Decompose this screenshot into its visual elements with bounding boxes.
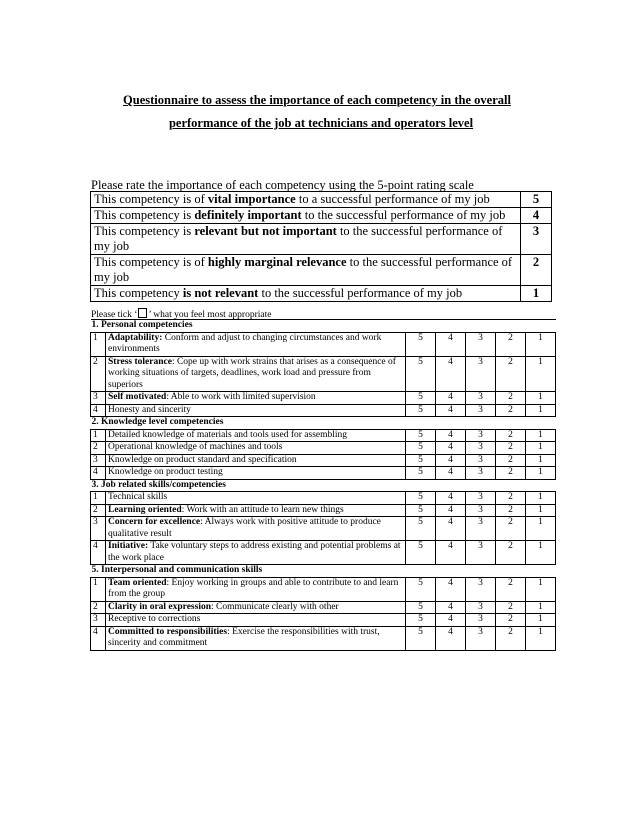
rating-option-3[interactable]: 3: [466, 577, 496, 601]
rating-option-2[interactable]: 2: [496, 601, 526, 614]
competency-description: [106, 467, 406, 480]
document-title-line-1: Questionnaire to assess the importance of each competency in the overall: [123, 93, 511, 107]
scale-text-post: to the successful performance of my job: [94, 255, 513, 284]
competency-text: Technical skills: [108, 492, 168, 502]
item-index: 3: [91, 517, 106, 541]
competency-label: Initiative:: [108, 541, 149, 551]
competency-text: : Cope up with work strains that arises as a consequence of working situations of targets, deadlines, work load and pressure from superiors: [108, 356, 396, 390]
rating-option-2[interactable]: 2: [496, 332, 526, 356]
rating-option-4[interactable]: 4: [436, 541, 466, 565]
rating-option-4[interactable]: 4: [436, 404, 466, 417]
competency-label: Committed to responsibilities: [108, 626, 228, 637]
item-index: 1: [91, 429, 106, 442]
rating-option-5[interactable]: 5: [406, 601, 436, 614]
competency-text: : Exercise the responsibilities with trust, sincerity and commitment: [108, 626, 380, 648]
competency-row: [91, 577, 556, 601]
rating-option-4[interactable]: 4: [436, 577, 466, 601]
competency-row: [91, 442, 556, 455]
item-index: 4: [91, 467, 106, 480]
competency-text: : Able to work with limited supervision: [166, 392, 316, 402]
rating-option-2[interactable]: 2: [496, 614, 526, 627]
competency-text: Conform and adjust to changing circumstances and work environments: [108, 332, 382, 354]
item-index: 4: [91, 626, 106, 650]
rating-option-3[interactable]: 3: [466, 504, 496, 517]
rating-option-4[interactable]: 4: [436, 429, 466, 442]
competency-description: [106, 332, 406, 356]
rating-option-2[interactable]: 2: [496, 467, 526, 480]
rating-option-1[interactable]: 1: [526, 429, 556, 442]
section-header: [91, 479, 556, 492]
rating-option-3[interactable]: 3: [466, 454, 496, 467]
rating-option-1[interactable]: 1: [526, 467, 556, 480]
scale-text-bold: definitely important: [194, 208, 302, 222]
competency-text: Operational knowledge of machines and tools: [108, 442, 283, 452]
competency-label: Clarity in oral expression: [108, 601, 212, 612]
item-index: 2: [91, 601, 106, 614]
item-index: 3: [91, 392, 106, 405]
rating-option-2[interactable]: 2: [496, 492, 526, 505]
tick-instruction-post: ’ what you feel most appropriate: [148, 310, 272, 320]
scale-value: 1: [521, 286, 552, 302]
rating-option-4[interactable]: 4: [436, 467, 466, 480]
rating-option-1[interactable]: 1: [526, 626, 556, 650]
competency-text: Knowledge on product testing: [108, 467, 223, 477]
competency-row: [91, 332, 556, 356]
rating-option-5[interactable]: 5: [406, 454, 436, 467]
scale-text-pre: This competency is: [94, 224, 195, 238]
rating-option-1[interactable]: 1: [526, 614, 556, 627]
competency-description: [106, 541, 406, 565]
rating-option-3[interactable]: 3: [466, 429, 496, 442]
rating-option-3[interactable]: 3: [466, 404, 496, 417]
competency-label: Concern for excellence: [108, 517, 201, 527]
section-number: 5.: [91, 565, 101, 575]
section-header: [91, 417, 556, 430]
scale-text-pre: This competency is of: [94, 192, 208, 206]
rating-option-3[interactable]: 3: [466, 601, 496, 614]
scale-text-bold: relevant but not important: [194, 224, 337, 238]
rating-option-4[interactable]: 4: [436, 504, 466, 517]
scale-text-bold: is not relevant: [182, 286, 259, 300]
scale-text-pre: This competency: [94, 286, 183, 300]
rating-instructions: Please rate the importance of each competency using the 5-point rating scale: [91, 178, 474, 192]
competency-text: : Communicate clearly with other: [211, 601, 339, 612]
competency-description: [106, 442, 406, 455]
competency-description: [106, 392, 406, 405]
rating-option-2[interactable]: 2: [496, 429, 526, 442]
rating-option-1[interactable]: 1: [526, 356, 556, 392]
section-number: 1.: [91, 320, 101, 330]
competency-row: [91, 504, 556, 517]
competency-row: [91, 392, 556, 405]
rating-option-3[interactable]: 3: [466, 517, 496, 541]
competency-description: [106, 601, 406, 614]
rating-option-4[interactable]: 4: [436, 626, 466, 650]
rating-option-1[interactable]: 1: [526, 517, 556, 541]
item-index: 2: [91, 442, 106, 455]
rating-option-4[interactable]: 4: [436, 601, 466, 614]
rating-option-4[interactable]: 4: [436, 392, 466, 405]
item-index: 2: [91, 356, 106, 392]
competency-text: Knowledge on product standard and specification: [108, 454, 297, 465]
section-header-row: [91, 479, 556, 492]
scale-description: [91, 286, 521, 302]
rating-option-5[interactable]: 5: [406, 467, 436, 480]
rating-option-5[interactable]: 5: [406, 541, 436, 565]
rating-option-1[interactable]: 1: [526, 504, 556, 517]
rating-option-3[interactable]: 3: [466, 467, 496, 480]
scale-row: [91, 224, 552, 255]
checkbox-glyph-icon: [138, 308, 147, 318]
item-index: 2: [91, 504, 106, 517]
scale-row: [91, 208, 552, 224]
competency-row: [91, 429, 556, 442]
scale-text-post: to a successful performance of my job: [295, 192, 490, 206]
scale-text-bold: highly marginal relevance: [207, 255, 347, 269]
rating-option-1[interactable]: 1: [526, 332, 556, 356]
rating-option-4[interactable]: 4: [436, 442, 466, 455]
competency-description: [106, 577, 406, 601]
section-header-row: [91, 565, 556, 578]
competency-label: Adaptability:: [108, 332, 163, 343]
rating-option-2[interactable]: 2: [496, 541, 526, 565]
competency-text: : Enjoy working in groups and able to contribute to and learn from the group: [108, 577, 399, 599]
rating-option-3[interactable]: 3: [466, 442, 496, 455]
section-number: 3.: [91, 479, 101, 490]
section-name: Interpersonal and communication skills: [101, 565, 263, 575]
competency-row: [91, 601, 556, 614]
rating-option-5[interactable]: 5: [406, 356, 436, 392]
section-header: [91, 320, 556, 333]
rating-option-3[interactable]: 3: [466, 356, 496, 392]
competency-row: [91, 541, 556, 565]
competency-row: [91, 492, 556, 505]
competency-description: [106, 626, 406, 650]
competency-row: [91, 614, 556, 627]
scale-value: 2: [521, 255, 552, 286]
rating-option-4[interactable]: 4: [436, 332, 466, 356]
rating-option-5[interactable]: 5: [406, 332, 436, 356]
competency-row: [91, 356, 556, 392]
rating-option-5[interactable]: 5: [406, 492, 436, 505]
rating-option-1[interactable]: 1: [526, 492, 556, 505]
scale-description: [91, 192, 521, 208]
rating-option-2[interactable]: 2: [496, 442, 526, 455]
section-name: Knowledge level competencies: [101, 417, 224, 427]
rating-option-2[interactable]: 2: [496, 517, 526, 541]
competency-description: [106, 454, 406, 467]
competency-text: : Always work with positive attitude to produce qualitative result: [108, 517, 381, 539]
competency-description: [106, 504, 406, 517]
section-header-row: [91, 417, 556, 430]
scale-description: [91, 208, 521, 224]
competency-questionnaire-table: [90, 319, 556, 651]
competency-text: Receptive to corrections: [108, 614, 201, 624]
rating-scale-table: [90, 191, 552, 302]
scale-text-post: to the successful performance of my job: [94, 224, 503, 253]
rating-option-2[interactable]: 2: [496, 504, 526, 517]
rating-option-5[interactable]: 5: [406, 404, 436, 417]
scale-value: 5: [521, 192, 552, 208]
competency-description: [106, 356, 406, 392]
rating-option-2[interactable]: 2: [496, 356, 526, 392]
rating-option-5[interactable]: 5: [406, 517, 436, 541]
rating-option-5[interactable]: 5: [406, 504, 436, 517]
scale-text-pre: This competency is of: [94, 255, 208, 269]
scale-row: [91, 255, 552, 286]
rating-option-2[interactable]: 2: [496, 577, 526, 601]
rating-option-5[interactable]: 5: [406, 392, 436, 405]
competency-text: Take voluntary steps to address existing and potential problems at the work place: [108, 541, 401, 563]
rating-option-4[interactable]: 4: [436, 356, 466, 392]
rating-option-4[interactable]: 4: [436, 454, 466, 467]
scale-text-post: to the successful performance of my job: [301, 208, 506, 222]
rating-option-3[interactable]: 3: [466, 626, 496, 650]
rating-option-1[interactable]: 1: [526, 541, 556, 565]
section-header: [91, 565, 556, 578]
item-index: 1: [91, 492, 106, 505]
scale-row: [91, 192, 552, 208]
rating-option-4[interactable]: 4: [436, 492, 466, 505]
rating-option-4[interactable]: 4: [436, 517, 466, 541]
competency-description: [106, 614, 406, 627]
competency-description: [106, 429, 406, 442]
scale-description: [91, 224, 521, 255]
competency-text: Honesty and sincerity: [108, 404, 191, 415]
rating-option-3[interactable]: 3: [466, 492, 496, 505]
competency-row: [91, 404, 556, 417]
competency-description: [106, 404, 406, 417]
rating-option-3[interactable]: 3: [466, 614, 496, 627]
rating-option-2[interactable]: 2: [496, 392, 526, 405]
rating-option-5[interactable]: 5: [406, 442, 436, 455]
tick-instruction-pre: Please tick ‘: [91, 310, 138, 320]
section-header-row: [91, 320, 556, 333]
rating-option-3[interactable]: 3: [466, 541, 496, 565]
rating-option-1[interactable]: 1: [526, 442, 556, 455]
rating-option-5[interactable]: 5: [406, 429, 436, 442]
item-index: 1: [91, 332, 106, 356]
item-index: 4: [91, 541, 106, 565]
scale-text-pre: This competency is: [94, 208, 195, 222]
section-name: Job related skills/competencies: [101, 479, 226, 490]
rating-option-4[interactable]: 4: [436, 614, 466, 627]
rating-option-5[interactable]: 5: [406, 614, 436, 627]
competency-description: [106, 492, 406, 505]
competency-row: [91, 517, 556, 541]
scale-value: 4: [521, 208, 552, 224]
rating-option-1[interactable]: 1: [526, 601, 556, 614]
rating-option-1[interactable]: 1: [526, 404, 556, 417]
competency-row: [91, 626, 556, 650]
scale-value: 3: [521, 224, 552, 255]
competency-text: : Work with an attitude to learn new things: [181, 504, 344, 515]
item-index: 3: [91, 614, 106, 627]
rating-option-1[interactable]: 1: [526, 577, 556, 601]
item-index: 4: [91, 404, 106, 417]
section-number: 2.: [91, 417, 101, 427]
item-index: 1: [91, 577, 106, 601]
competency-description: [106, 517, 406, 541]
rating-option-5[interactable]: 5: [406, 626, 436, 650]
section-name: Personal competencies: [101, 320, 193, 330]
rating-option-5[interactable]: 5: [406, 577, 436, 601]
scale-description: [91, 255, 521, 286]
competency-row: [91, 467, 556, 480]
rating-option-3[interactable]: 3: [466, 332, 496, 356]
rating-option-2[interactable]: 2: [496, 404, 526, 417]
competency-label: Team oriented: [108, 577, 167, 588]
competency-row: [91, 454, 556, 467]
rating-option-3[interactable]: 3: [466, 392, 496, 405]
document-title-line-2: performance of the job at technicians and operators level: [168, 116, 474, 130]
rating-option-2[interactable]: 2: [496, 626, 526, 650]
scale-text-bold: vital importance: [207, 192, 296, 206]
scale-text-post: to the successful performance of my job: [258, 286, 463, 300]
item-index: 3: [91, 454, 106, 467]
competency-text: Detailed knowledge of materials and tools used for assembling: [108, 429, 348, 440]
rating-option-1[interactable]: 1: [526, 454, 556, 467]
competency-label: Self motivated: [108, 392, 167, 402]
competency-label: Learning oriented: [108, 504, 182, 515]
rating-option-2[interactable]: 2: [496, 454, 526, 467]
scale-row: [91, 286, 552, 302]
rating-option-1[interactable]: 1: [526, 392, 556, 405]
competency-label: Stress tolerance: [108, 356, 172, 367]
